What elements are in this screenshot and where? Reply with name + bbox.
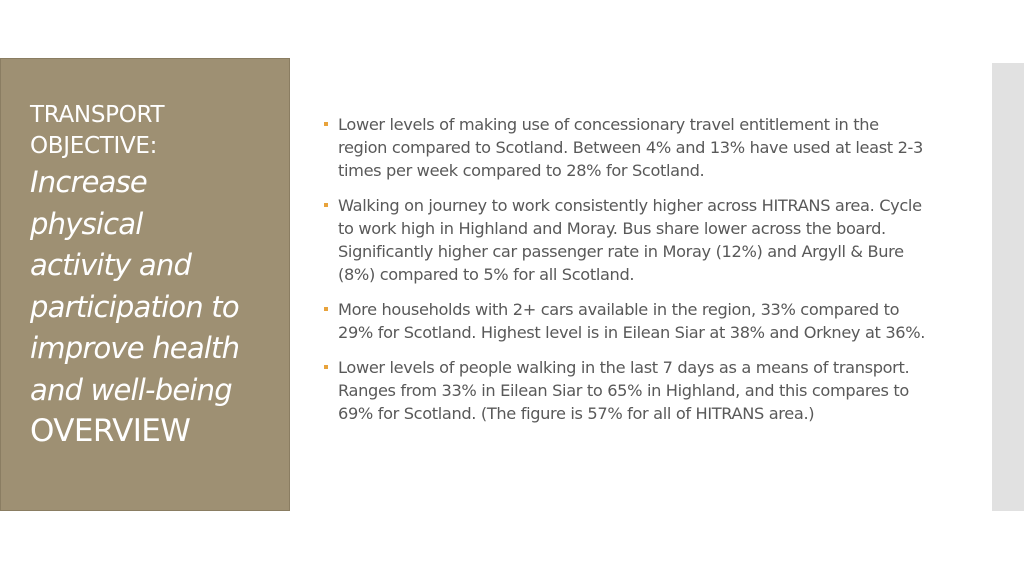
bullet-text: Walking on journey to work consistently higher across HITRANS area. Cycle to work high in Highland and Moray. Bus share lower across the board. Significantly higher car passenger rate in Moray (12%) and Argyll & Bure (8%) compared to 5% for all Scotland. — [338, 196, 922, 284]
bullet-item-car-ownership — [320, 298, 930, 344]
title-line-objective: OBJECTIVE: — [30, 133, 158, 159]
bullet-text: Lower levels of people walking in the last 7 days as a means of transport. Ranges from 33% in Eilean Siar to 65% in Highland, and this compares to 69% for Scotland. (The figure is 57% for all of HITRANS area.) — [338, 358, 910, 423]
bullet-icon — [324, 307, 328, 311]
title-line-transport: TRANSPORT — [30, 102, 165, 128]
bullet-icon — [324, 203, 328, 207]
bullet-icon — [324, 122, 328, 126]
title-italic-line: and well-being — [30, 372, 232, 407]
title-italic-line: activity and — [30, 248, 192, 282]
bullet-item-walking-last-7-days — [320, 356, 930, 425]
bullet-icon — [324, 365, 328, 369]
title-italic-line: physical — [30, 206, 143, 241]
title-line-overview: OVERVIEW — [30, 413, 191, 449]
bullet-text: More households with 2+ cars available in the region, 33% compared to 29% for Scotland. Highest level is in Eilean Siar at 38% and Orkney at 36%. — [338, 300, 926, 342]
bullet-item-journey-to-work — [320, 194, 930, 286]
bullet-list — [320, 113, 930, 437]
title-italic-line: Increase — [30, 165, 147, 199]
slide-title — [30, 100, 288, 451]
bullet-text: Lower levels of making use of concessionary travel entitlement in the region compared to Scotland. Between 4% and 13% have used at least 2-3 times per week compared to 28% for Scotland. — [338, 115, 923, 180]
bullet-item-concessionary-travel — [320, 113, 930, 182]
title-italic-line: participation to — [30, 289, 239, 324]
decorative-side-bar — [992, 63, 1024, 511]
title-italic-line: improve health — [30, 331, 240, 365]
